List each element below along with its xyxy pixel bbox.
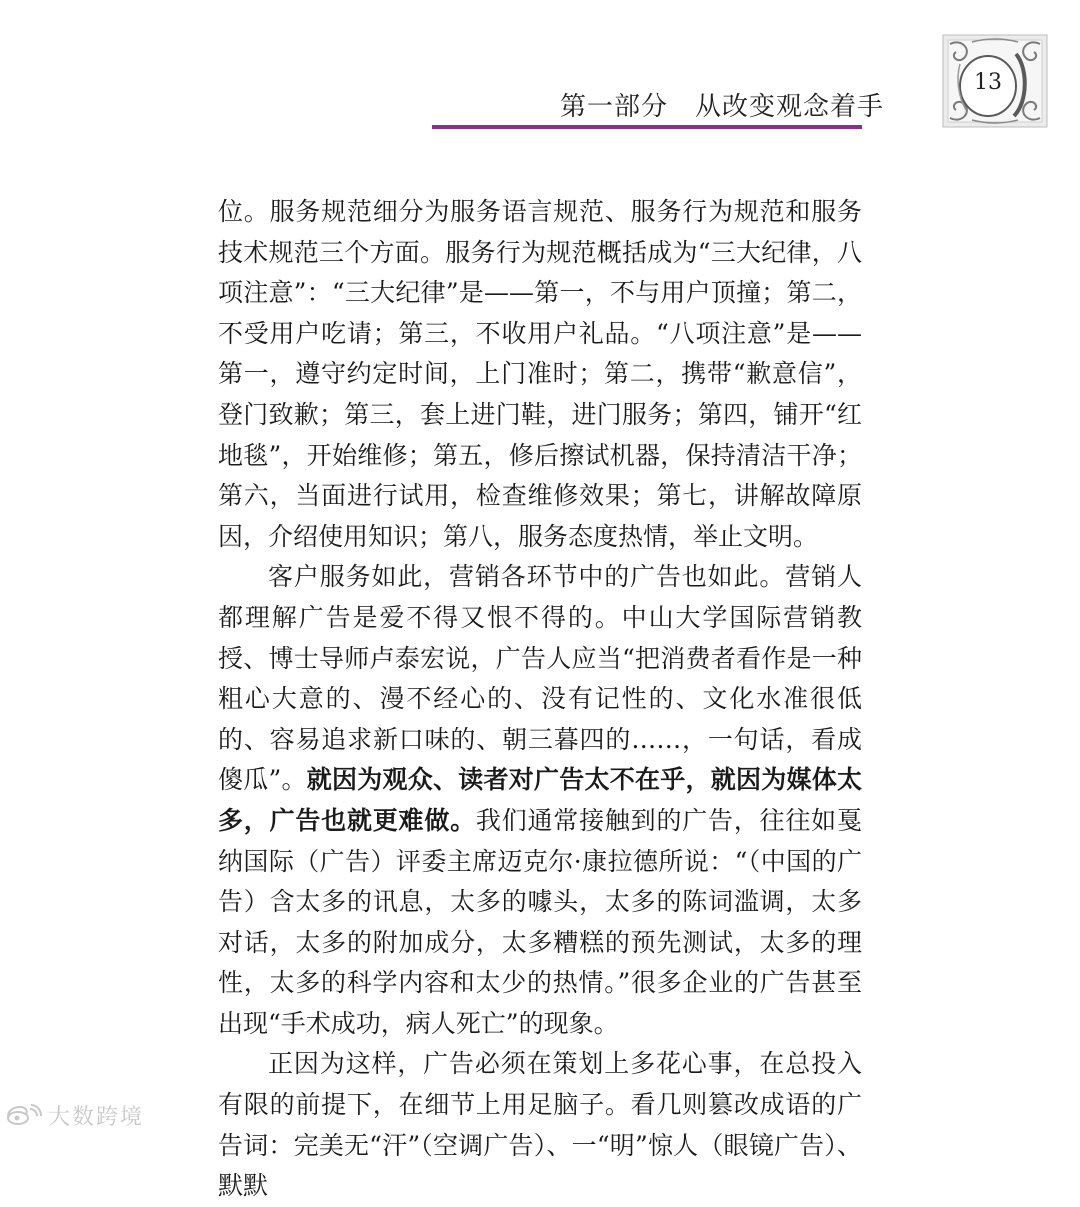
paragraph: 位。服务规范细分为服务语言规范、服务行为规范和服务技术规范三个方面。服务行为规范概括成为“三大纪律，八项注意”：“三大纪律”是——第一，不与用户顶撞；第二，不受用户吃请；第三，不收用户礼品。“八项注意”是——第一，遵守约定时间，上门准时；第二，携带“歉意信”，登门致歉；第三，套上进门鞋，进门服务；第四，铺开“红地毯”，开始维修；第五，修后擦试机器，保持清洁干净；第六，当面进行试用，检查维修效果；第七，讲解故障原因，介绍使用知识；第八，服务态度热情，举止文明。 xyxy=(218,197,862,551)
paragraph xyxy=(218,557,862,1044)
weibo-logo-icon xyxy=(4,1104,44,1126)
header-divider xyxy=(432,125,862,129)
page-number: 13 xyxy=(974,70,1002,95)
paragraph-text: 客户服务如此，营销各环节中的广告也如此。营销人都理解广告是爱不得又恨不得的。中山大学国际营销教授、博士导师卢泰宏说，广告人应当“把消费者看作是一种粗心大意的、漫不经心的、没有记性的、文化水准很低的、容易追求新口味的、朝三暮四的……，一句话，看成傻瓜”。 xyxy=(218,562,862,795)
chapter-title: 第一部分 从改变观念着手 xyxy=(560,92,885,122)
watermark xyxy=(4,1101,144,1129)
paragraph-text: 我们通常接触到的广告，往往如戛纳国际（广告）评委主席迈克尔·康拉德所说：“（中国的广告）含太多的讯息，太多的噱头，太多的陈词滥调，太多对话，太多的附加成分，太多糟糕的预先测试，太多的理性，太多的科学内容和太少的热情。”很多企业的广告甚至出现“手术成功，病人死亡”的现象。 xyxy=(218,805,862,1038)
bold-emphasis: 就因为观众、读者对广告太不在乎，就因为媒体太多，广告也就更难做。 xyxy=(218,765,862,835)
body-text xyxy=(218,192,862,1207)
paragraph: 正因为这样，广告必须在策划上多花心事，在总投入有限的前提下，在细节上用足脑子。看几则篡改成语的广告词：完美无“汗”（空调广告）、一“明”惊人（眼镜广告）、默默 xyxy=(218,1049,862,1201)
watermark-text: 大数跨境 xyxy=(48,1104,145,1130)
